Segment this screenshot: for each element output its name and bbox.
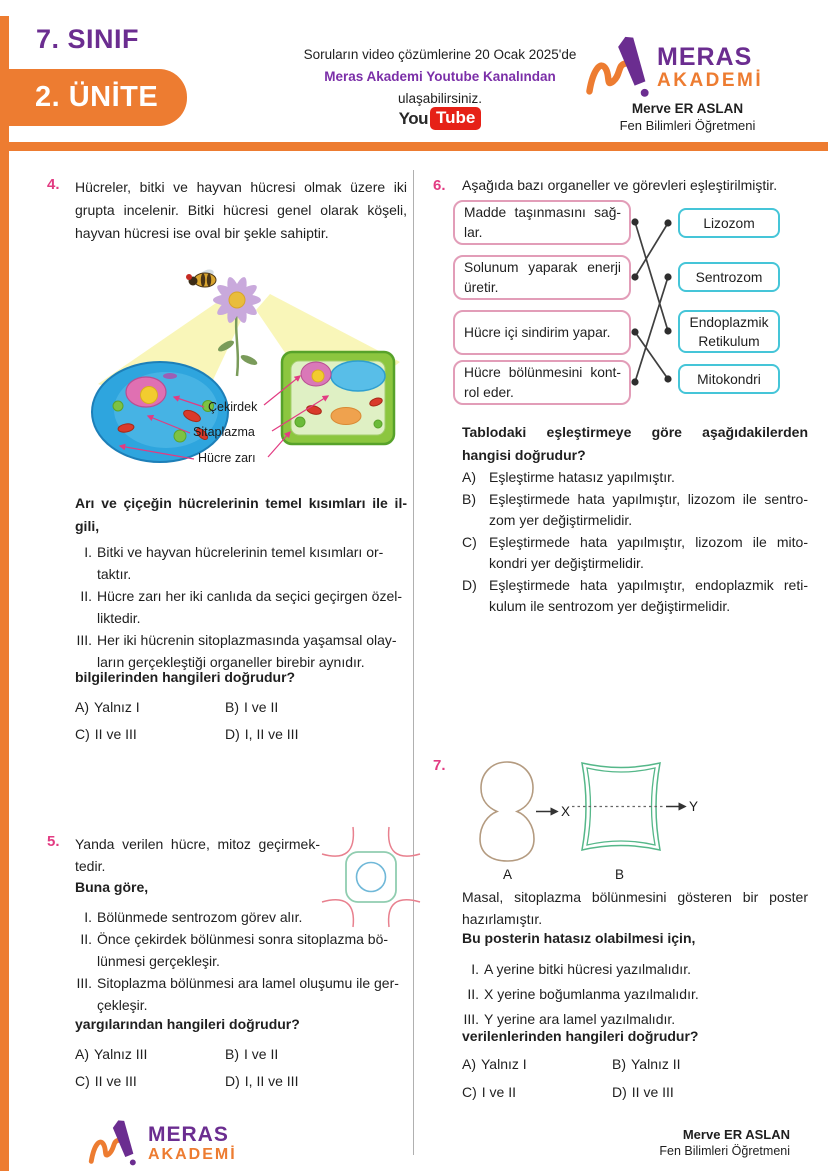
- q6-option-d: D) Eşleştirmede hata yapılmıştır, endoplazmik reti- kulum ile sentrozom yer değiştirmelidir.: [462, 576, 808, 614]
- q5-item-3: III. Sitoplazma bölünmesi ara lamel oluşumu ile ger- çekleşir.: [76, 975, 399, 1013]
- teacher-name: Merve ER ASLAN: [631, 101, 744, 116]
- q7-option-a: A) Yalnız I: [462, 1056, 527, 1072]
- q5-text: Yanda verilen hücre, mitoz geçirmek- tedir.: [75, 836, 320, 874]
- unit-label: 2. ÜNİTE: [35, 81, 159, 113]
- label-hucre-zari: Hücre zarı: [198, 451, 256, 465]
- q4-option-d: D) I, II ve III: [225, 726, 299, 742]
- q4-question: bilgilerinden hangileri doğrudur?: [75, 669, 296, 685]
- q6-connection-lines: [450, 198, 790, 410]
- q6-organelle-box-endoplazmik-retikulum: Endoplazmik Retikulum: [678, 310, 780, 353]
- q6-task-box-2: Solunum yaparak enerji üretir.: [453, 255, 631, 300]
- footer-brand-name: MERAS: [148, 1123, 229, 1146]
- q6-organelle-box-sentrozom: Sentrozom: [678, 262, 780, 292]
- q4-items: [75, 541, 407, 673]
- q6-organelle-box-lizozom: Lizozom: [678, 208, 780, 238]
- q5-option-d: D) I, II ve III: [225, 1073, 299, 1089]
- q6-organelle-box-mitokondri: Mitokondri: [678, 364, 780, 394]
- q5-number: 5.: [47, 833, 60, 850]
- q7-option-c: C) I ve II: [462, 1084, 517, 1100]
- meras-akademi-logo-icon-footer: [88, 1118, 142, 1168]
- q4-option-a: A) Yalnız I: [75, 699, 140, 715]
- footer-brand-wordmark: [148, 1124, 237, 1164]
- label-sitaplazma: Sitaplazma: [193, 425, 255, 439]
- q6-option-b: B) Eşleştirmede hata yapılmıştır, lizozom ile sentro- zom yer değiştirmelidir.: [462, 490, 808, 528]
- animal-cell-constriction-shape: [480, 762, 534, 861]
- video-note-line1: Soruların video çözümlerine 20 Ocak 2025'de: [303, 47, 577, 62]
- left-accent-bar: [0, 16, 9, 1171]
- youtube-tube-badge: Tube: [430, 107, 481, 130]
- q6-matching-diagram: [450, 198, 790, 410]
- q4-cells-illustration: [86, 264, 418, 482]
- q7-options: [462, 1053, 802, 1103]
- header-rule: [0, 142, 828, 151]
- q6-stem: Tablodaki eşleştirmeye göre aşağıdakilerden hangisi doğrudur?: [462, 424, 808, 463]
- q7-text: Masal, sitoplazma bölünmesini gösteren bir poster hazırlamıştır.: [462, 889, 808, 927]
- q6-task-box-3: Hücre içi sindirim yapar.: [453, 310, 631, 355]
- footer-teacher-name: Merve ER ASLAN: [682, 1127, 790, 1142]
- arrow-y-label: Y: [689, 799, 699, 814]
- q5-stem: Buna göre,: [75, 879, 149, 895]
- q4-text: [75, 176, 407, 245]
- label-cekirdek: Çekirdek: [208, 400, 258, 414]
- q4-text-line: hayvan hücresi ise oval bir şekle sahiptir.: [75, 225, 329, 241]
- q5-question: yargılarından hangileri doğrudur?: [75, 1016, 300, 1032]
- q6-number: 6.: [433, 177, 446, 194]
- q4-options: [75, 696, 407, 745]
- q6-task-box-4: Hücre bölünmesini kont- rol eder.: [453, 360, 631, 405]
- bee-icon: [186, 268, 216, 287]
- youtube-logo: [255, 107, 625, 130]
- arrow-x-label: X: [561, 804, 571, 819]
- q7-cytokinesis-figure: [455, 755, 805, 887]
- q5-option-b: B) I ve II: [225, 1046, 279, 1062]
- q6-option-c: C) Eşleştirmede hata yapılmıştır, lizozom ile mito- kondri yer değiştirmelidir.: [462, 533, 808, 571]
- q5-item-2: II. Önce çekirdek bölünmesi sonra sitoplazma bö- lünmesi gerçekleşir.: [80, 931, 389, 969]
- q6-options: [462, 467, 808, 618]
- video-note: [255, 44, 625, 110]
- q4-item-2: II. Hücre zarı her iki canlıda da seçici geçirgen özel- liktedir.: [80, 588, 403, 626]
- brand-sub: AKADEMİ: [657, 70, 764, 91]
- q7-items: [462, 958, 808, 1033]
- q6-task-box-1: Madde taşınmasını sağ- lar.: [453, 200, 631, 245]
- figure-b-label: B: [615, 867, 625, 882]
- meras-akademi-logo-icon: [585, 34, 657, 100]
- plant-cell-outer-wall: [582, 763, 660, 850]
- q7-item-3: III. Y yerine ara lamel yazılmalıdır.: [463, 1011, 676, 1027]
- video-note-line2: Meras Akademi Youtube Kanalından: [324, 69, 556, 84]
- unit-badge: [7, 69, 187, 126]
- footer-brand-sub: AKADEMİ: [148, 1146, 237, 1163]
- grade-title: 7. SINIF: [36, 24, 140, 54]
- q5-option-c: C) II ve III: [75, 1073, 137, 1089]
- teacher-title: Fen Bilimleri Öğretmeni: [619, 118, 756, 133]
- q4-option-c: C) II ve III: [75, 726, 137, 742]
- q5-item-1: I. Bölünmede sentrozom görev alır.: [84, 909, 303, 925]
- brand-wordmark: [657, 44, 763, 91]
- q4-stem: Arı ve çiçeğin hücrelerinin temel kısımları ile il- gili,: [75, 495, 407, 534]
- q5-items: [75, 906, 407, 1016]
- q4-text-line: grupta incelenir. Bitki hücresi genel olarak köşeli,: [75, 202, 407, 218]
- q7-stem: Bu posterin hatasız olabilmesi için,: [462, 930, 696, 946]
- brand-name: MERAS: [657, 43, 753, 71]
- q4-item-1: I. Bitki ve hayvan hücrelerinin temel kısımları or- taktır.: [84, 544, 384, 582]
- youtube-you-text: You: [398, 108, 428, 128]
- q4-option-b: B) I ve II: [225, 699, 279, 715]
- q6-option-a: A) Eşleştirme hatasız yapılmıştır.: [462, 469, 675, 485]
- q6-text: Aşağıda bazı organeller ve görevleri eşleştirilmiştir.: [462, 177, 778, 193]
- teacher-block-header: [585, 100, 790, 134]
- q5-options: [75, 1043, 407, 1092]
- q7-number: 7.: [433, 757, 446, 774]
- q7-option-b: B) Yalnız II: [612, 1056, 681, 1072]
- q7-item-1: I. A yerine bitki hücresi yazılmalıdır.: [471, 961, 691, 977]
- q7-option-d: D) II ve III: [612, 1084, 674, 1100]
- q7-question: verilenlerinden hangileri doğrudur?: [462, 1028, 699, 1044]
- video-note-line3: ulaşabilirsiniz.: [397, 91, 483, 106]
- q4-number: 4.: [47, 176, 60, 193]
- q7-item-2: II. X yerine boğumlanma yazılmalıdır.: [467, 986, 699, 1002]
- figure-a-label: A: [503, 867, 513, 882]
- plant-cell: [282, 352, 394, 444]
- teacher-block-footer: [600, 1126, 790, 1160]
- footer-teacher-title: Fen Bilimleri Öğretmeni: [659, 1144, 790, 1158]
- q5-option-a: A) Yalnız III: [75, 1046, 148, 1062]
- q4-text-line: Hücreler, bitki ve hayvan hücresi olmak üzere iki: [75, 179, 407, 195]
- q4-item-3: III. Her iki hücrenin sitoplazmasında yaşamsal olay- ların gerçekleştiği organeller birebir aynıdır.: [76, 632, 397, 670]
